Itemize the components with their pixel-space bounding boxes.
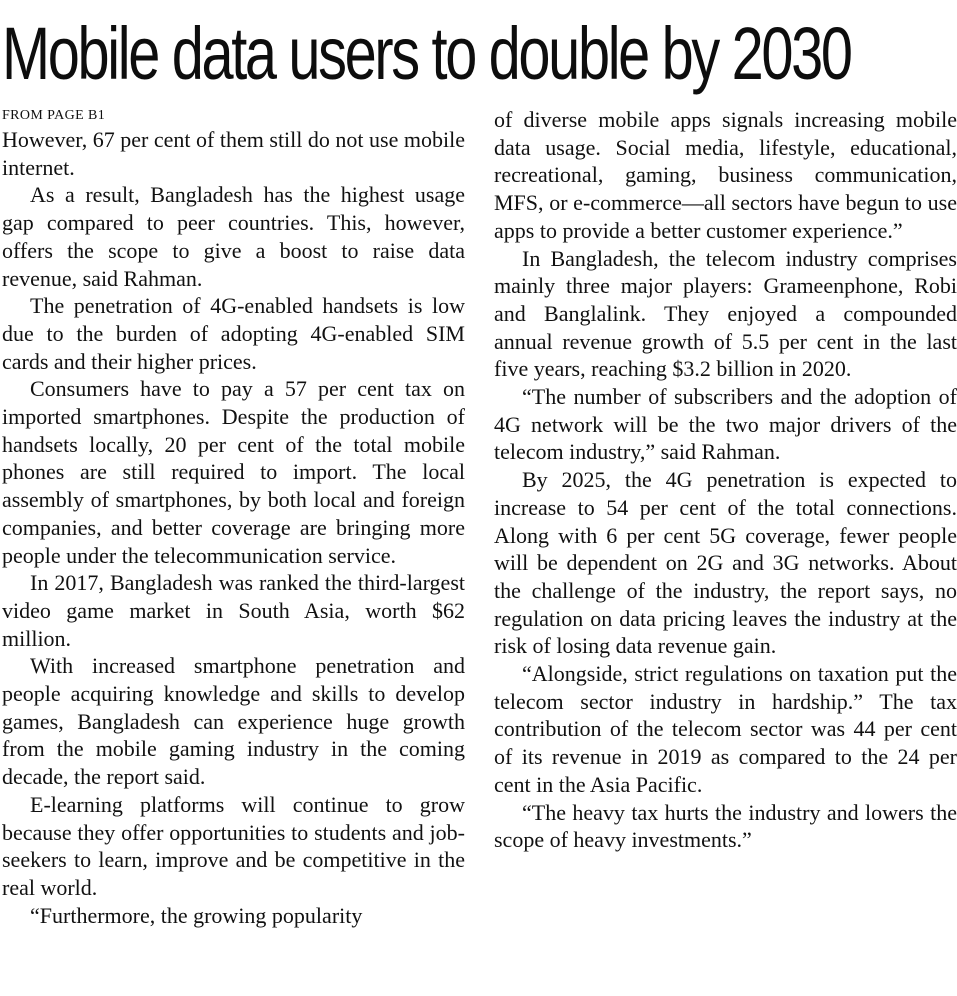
paragraph: “The heavy tax hurts the industry and lowers the scope of heavy investments.” xyxy=(494,799,957,853)
paragraph: “Furthermore, the growing popularity xyxy=(30,902,363,928)
paragraph: of diverse mobile apps signals increasing mobile data usage. Social media, lifestyle, educational, recreational, gaming, business communication, MFS, or e-commerce—all sectors have begun to use apps to provide a better customer experience.” xyxy=(494,107,957,243)
paragraph: In Bangladesh, the telecom industry comprises mainly three major players: Grameenphone, Robi and Banglalink. They enjoyed a compounded annual revenue growth of 5.5 per cent in the last five years, reaching $3.2 billion in 2020. xyxy=(494,245,957,382)
paragraph: As a result, Bangladesh has the highest usage gap compared to peer countries. This, however, offers the scope to give a boost to raise data revenue, said Rahman. xyxy=(2,182,465,291)
article-column-left xyxy=(2,106,465,929)
paragraph: “Alongside, strict regulations on taxation put the telecom sector industry in hardship.” The tax contribution of the telecom sector was 44 per cent of its revenue in 2019 as compared to the 24 per cent in the Asia Pacific. xyxy=(494,661,957,797)
paragraph: By 2025, the 4G penetration is expected to increase to 54 per cent of the total connections. Along with 6 per cent 5G coverage, fewer people will be dependent on 2G and 3G networks. About the challenge of the industry, the report says, no regulation on data pricing leaves the industry at the risk of losing data revenue gain. xyxy=(494,467,957,659)
jump-line: FROM PAGE B1 xyxy=(2,108,106,123)
paragraph: Consumers have to pay a 57 per cent tax on imported smartphones. Despite the production of handsets locally, 20 per cent of the total mobile phones are still required to import. The local assembly of smartphones, by both local and foreign companies, and better coverage are bringing more people under the telecommunication service. xyxy=(2,376,465,568)
paragraph: “The number of subscribers and the adoption of 4G network will be the two major drivers of the telecom industry,” said Rahman. xyxy=(494,384,957,465)
article-column-right xyxy=(494,106,957,854)
paragraph: With increased smartphone penetration and people acquiring knowledge and skills to develop games, Bangladesh can experience huge growth from the mobile gaming industry in the coming decade, the report said. xyxy=(2,653,465,790)
paragraph: E-learning platforms will continue to grow because they offer opportunities to students and job-seekers to learn, improve and be competitive in the real world. xyxy=(2,791,465,900)
headline: Mobile data users to double by 2030 xyxy=(2,12,851,95)
paragraph: In 2017, Bangladesh was ranked the third-largest video game market in South Asia, worth $62 million. xyxy=(2,570,465,651)
paragraph: However, 67 per cent of them still do not use mobile internet. xyxy=(2,127,465,180)
paragraph: The penetration of 4G-enabled handsets is low due to the burden of adopting 4G-enabled SIM cards and their higher prices. xyxy=(2,293,465,374)
